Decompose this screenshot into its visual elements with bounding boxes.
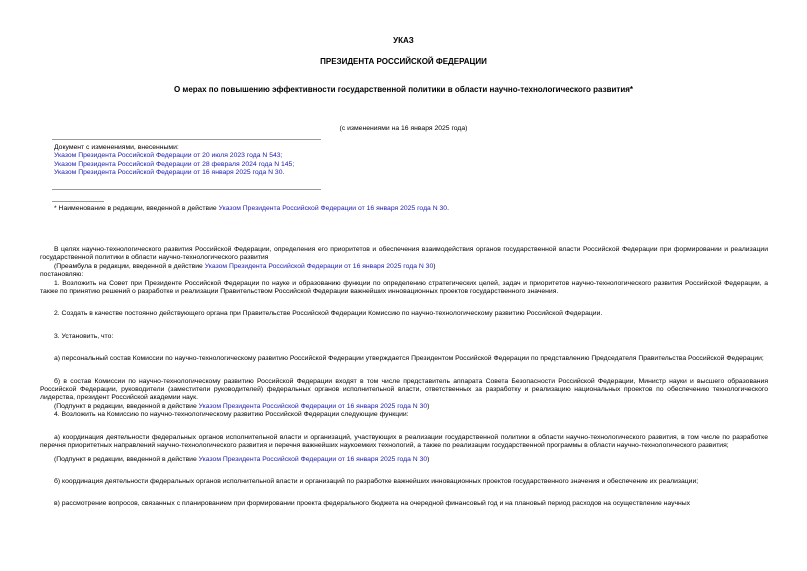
footnote-link[interactable]: Указом Президента Российской Федерации от 16 января 2025 года N 30 bbox=[218, 205, 448, 212]
footnote: * Наименование в редакции, введенной в действие Указом Президента Российской Федерации от 16 января 2025 года N 30. bbox=[54, 205, 449, 212]
item-4: 4. Возложить на Комиссию по научно-технологическому развитию Российской Федерации следующие функции: bbox=[54, 411, 409, 419]
amendment-link-2025[interactable]: Указом Президента Российской Федерации от 16 января 2025 года N 30. bbox=[54, 169, 285, 177]
amendments-bottom-rule bbox=[52, 189, 321, 190]
footnote-rule bbox=[52, 201, 104, 202]
item-4a-note-link[interactable]: Указом Президента Российской Федерации от 16 января 2025 года N 30 bbox=[198, 455, 428, 463]
preamble-note-link[interactable]: Указом Президента Российской Федерации от 16 января 2025 года N 30 bbox=[204, 262, 434, 270]
item-3b: б) в состав Комиссии по научно-технологическому развитию Российской Федерации входят в том числе представитель аппарата Совета Безопасности Российской Федерации, Министр науки и высшего образования Российской Федерации, руководители (заместители руководителей) федеральных органов исполнительной власти, ответственных за разработку и реализацию национальных проектов по обеспечению технологического лидерства, президент Российской академии наук. bbox=[40, 377, 768, 402]
postanovlyayu: постановляю: bbox=[40, 271, 84, 279]
amendment-link-2024[interactable]: Указом Президента Российской Федерации от 28 февраля 2024 года N 145; bbox=[54, 160, 295, 168]
item-4b: б) координация деятельности федеральных органов исполнительной власти и организаций по разработке важнейших инновационных проектов государственного значения и обеспечение их реализации; bbox=[54, 477, 699, 485]
item-1: 1. Возложить на Совет при Президенте Российской Федерации по науке и образованию функции по определению стратегических целей, задач и приоритетов научно-технологического развития Российской Федерации, а также по принятию решений о разработке и реализации Правительством Российской Федерации важнейших инновационных проектов государственного значения. bbox=[40, 279, 768, 296]
item-3a: а) персональный состав Комиссии по научно-технологическому развитию Российской Федерации утверждается Президентом Российской Федерации по представлению Председателя Правительства Российской Федерации; bbox=[54, 355, 764, 363]
amendments-intro: Документ с изменениями, внесенными: bbox=[54, 144, 179, 151]
item-4a: а) координация деятельности федеральных органов исполнительной власти и организаций, участвующих в реализации государственной политики в области научно-технологического развития, в том числе по разработке перечня приоритетных направлений научно-технологического развития и перечня важнейших наукоемких технологий, а также по реализации государственной программы в области научно-технологического развития; bbox=[40, 433, 768, 450]
amendments-top-rule bbox=[52, 139, 321, 140]
amendments-block bbox=[54, 144, 294, 178]
issuer-heading: ПРЕЗИДЕНТА РОССИЙСКОЙ ФЕДЕРАЦИИ bbox=[320, 57, 487, 66]
preamble: В целях научно-технологического развития Российской Федерации, определения его приоритетов и обеспечения взаимодействия органов государственной власти Российской Федерации при формировании и реализации государственной политики в области научно-технологического развития bbox=[40, 246, 768, 262]
item-4c: в) рассмотрение вопросов, связанных с планированием при формировании проекта федерального бюджета на очередной финансовый год и на плановый период расходов на осуществление научных bbox=[54, 500, 691, 508]
item-2: 2. Создать в качестве постоянно действующего органа при Правительстве Российской Федерации Комиссию по научно-технологическому развитию Российской Федерации. bbox=[54, 310, 603, 318]
changes-note: (с изменениями на 16 января 2025 года) bbox=[339, 125, 468, 132]
amendment-link-2023[interactable]: Указом Президента Российской Федерации от 20 июля 2023 года N 543; bbox=[54, 152, 283, 160]
item-3b-note: (Подпункт в редакции, введенной в действие Указом Президента Российской Федерации от 16 января 2025 года N 30) bbox=[54, 402, 430, 410]
item-3b-note-link[interactable]: Указом Президента Российской Федерации от 16 января 2025 года N 30 bbox=[198, 402, 428, 410]
item-4a-note: (Подпункт в редакции, введенной в действие Указом Президента Российской Федерации от 16 января 2025 года N 30) bbox=[54, 455, 430, 463]
decree-body bbox=[40, 246, 768, 509]
item-3: 3. Установить, что: bbox=[54, 332, 114, 340]
preamble-note: (Преамбула в редакции, введенной в действие Указом Президента Российской Федерации от 16 января 2025 года N 30) bbox=[54, 262, 436, 270]
decree-heading: УКАЗ bbox=[393, 36, 414, 45]
decree-subject: О мерах по повышению эффективности государственной политики в области научно-технологического развития* bbox=[173, 85, 634, 94]
